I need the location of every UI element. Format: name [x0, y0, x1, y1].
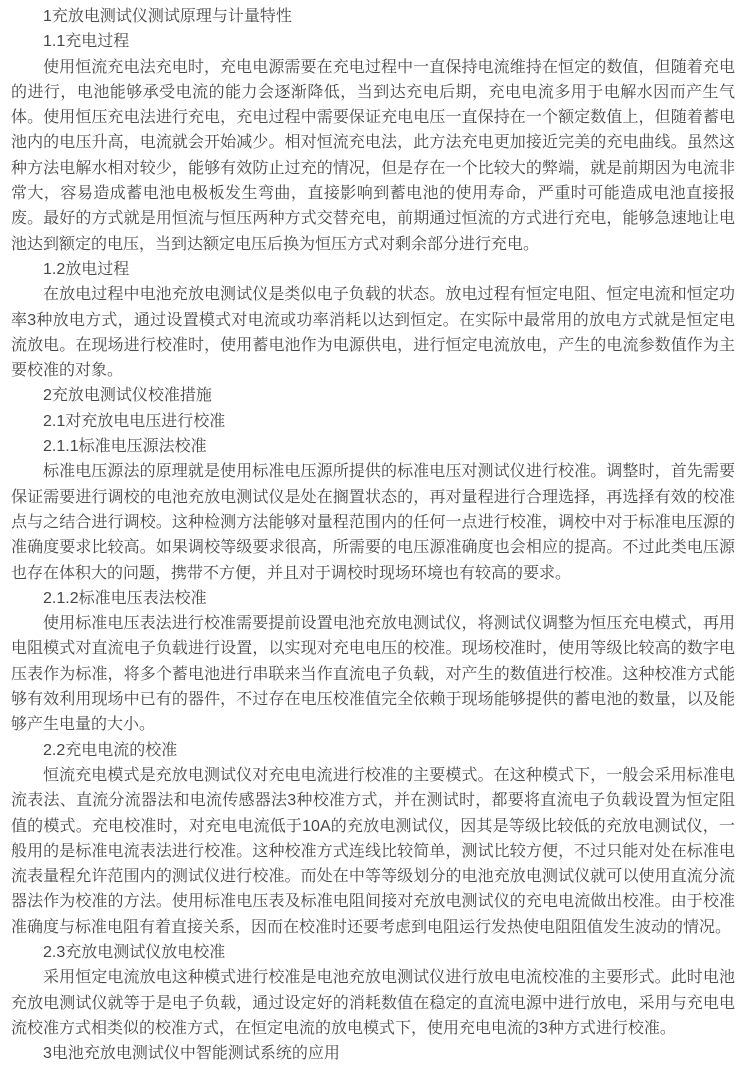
section-2-1-1-heading: 2.1.1标准电压源法校准 — [43, 438, 207, 456]
section-2-2-heading: 2.2充电电流的校准 — [43, 741, 178, 759]
charging-process-paragraph: 使用恒流充电法充电时，充电电源需要在充电过程中一直保持电流维持在恒定的数值，但随着充电的进行，电池能够承受电流的能力会逐渐降低，当到达充电后期，充电电流多用于电解水因而产生气体。使用恒压充电法进行充电，充电过程中需要保证充电电压一直保持在一个额定数值上，但随着蓄电池内的电压升高，电流就会开始减少。相对恒流充电法，此方法充电更加接近完美的充电曲线。虽然这种方法电解水相对较少，能够有效防止过充的情况，但是存在一个比较大的弊端，就是前期因为电流非常大，容易造成蓄电池电极板发生弯曲，直接影响到蓄电池的使用寿命，严重时可能造成电池直接报废。最好的方式就是用恒流与恒压两种方式交替充电，前期通过恒流的方式进行充电，能够急速地让电池达到额定的电压，当到达额定电压后换为恒压方式对剩余部分进行充电。 — [11, 58, 735, 253]
section-1-2-heading: 1.2放电过程 — [43, 260, 130, 278]
charging-current-calibration-paragraph: 恒流充电模式是充放电测试仪对充电电流进行校准的主要模式。在这种模式下，一般会采用标准电流表法、直流分流器法和电流传感器法3种校准方式，并在测试时，都要将直流电子负载设置为恒定阻值的模式。充电校准时，对充电电流低于10A的充放电测试仪，因其是等级比较低的充放电测试仪，一般用的是标准电流表法进行校准。这种校准方式连线比较简单，测试比较方便，不过只能对处在标准电流表量程允许范围内的测试仪进行校准。而处在中等等级划分的电池充放电测试仪就可以使用直流分流器法作为校准的方法。使用标准电压表及标准电阻间接对充放电测试仪的充电电流做出校准。由于校准准确度与标准电阻有着直接关系，因而在校准时还要考虑到电阻运行发热使电阻阻值发生波动的情况。 — [11, 766, 735, 936]
section-2-heading: 2充放电测试仪校准措施 — [43, 387, 212, 405]
section-3-heading: 3电池充放电测试仪中智能测试系统的应用 — [43, 1045, 340, 1063]
discharge-calibration-paragraph: 采用恒定电流放电这种模式进行校准是电池充放电测试仪进行放电电流校准的主要形式。此时电池充放电测试仪就等于是电子负载，通过设定好的消耗数值在稳定的直流电源中进行放电，采用与充电电流校准方式相类似的校准方式，在恒定电流的放电模式下，使用充电电流的3种方式进行校准。 — [11, 969, 735, 1037]
section-2-1-heading: 2.1对充放电电压进行校准 — [43, 412, 226, 430]
section-2-1-2-heading: 2.1.2标准电压表法校准 — [43, 589, 207, 607]
section-2-3-heading: 2.3充放电测试仪放电校准 — [43, 943, 226, 961]
voltmeter-method-paragraph: 使用标准电压表法进行校准需要提前设置电池充放电测试仪，将测试仪调整为恒压充电模式，再用电阻模式对直流电子负载进行设置，以实现对充电电压的校准。现场校准时，使用等级比较高的数字电压表作为标准，将多个蓄电池进行串联来当作直流电子负载，对产生的数值进行校准。这种校准方式能够有效利用现场中已有的器件，不过存在电压校准值完全依赖于现场能够提供的蓄电池的数量，以及能够产生电量的大小。 — [11, 615, 735, 734]
section-1-1-heading: 1.1充电过程 — [43, 33, 130, 51]
discharging-process-paragraph: 在放电过程中电池充放电测试仪是类似电子负载的状态。放电过程有恒定电阻、恒定电流和恒定功率3种放电方式，通过设置模式对电流或功率消耗以达到恒定。在实际中最常用的放电方式就是恒定电流放电。在现场进行校准时，使用蓄电池作为电源供电，进行恒定电流放电，产生的电流参数值作为主要校准的对象。 — [11, 286, 735, 380]
section-1-heading: 1充放电测试仪测试原理与计量特性 — [43, 8, 292, 25]
voltage-source-method-paragraph: 标准电压源法的原理就是使用标准电压源所提供的标准电压对测试仪进行校准。调整时，首先需要保证需要进行调校的电池充放电测试仪是处在搁置状态的，再对量程进行合理选择，再选择有效的校准点与之结合进行调校。这种检测方法能够对量程范围内的任何一点进行校准，调校中对于标准电压源的准确度要求比较高。如果调校等级要求很高，所需要的电压源准确度也会相应的提高。不过此类电压源也存在体积大的问题，携带不方便，并且对于调校时现场环境也有较高的要求。 — [11, 463, 735, 582]
